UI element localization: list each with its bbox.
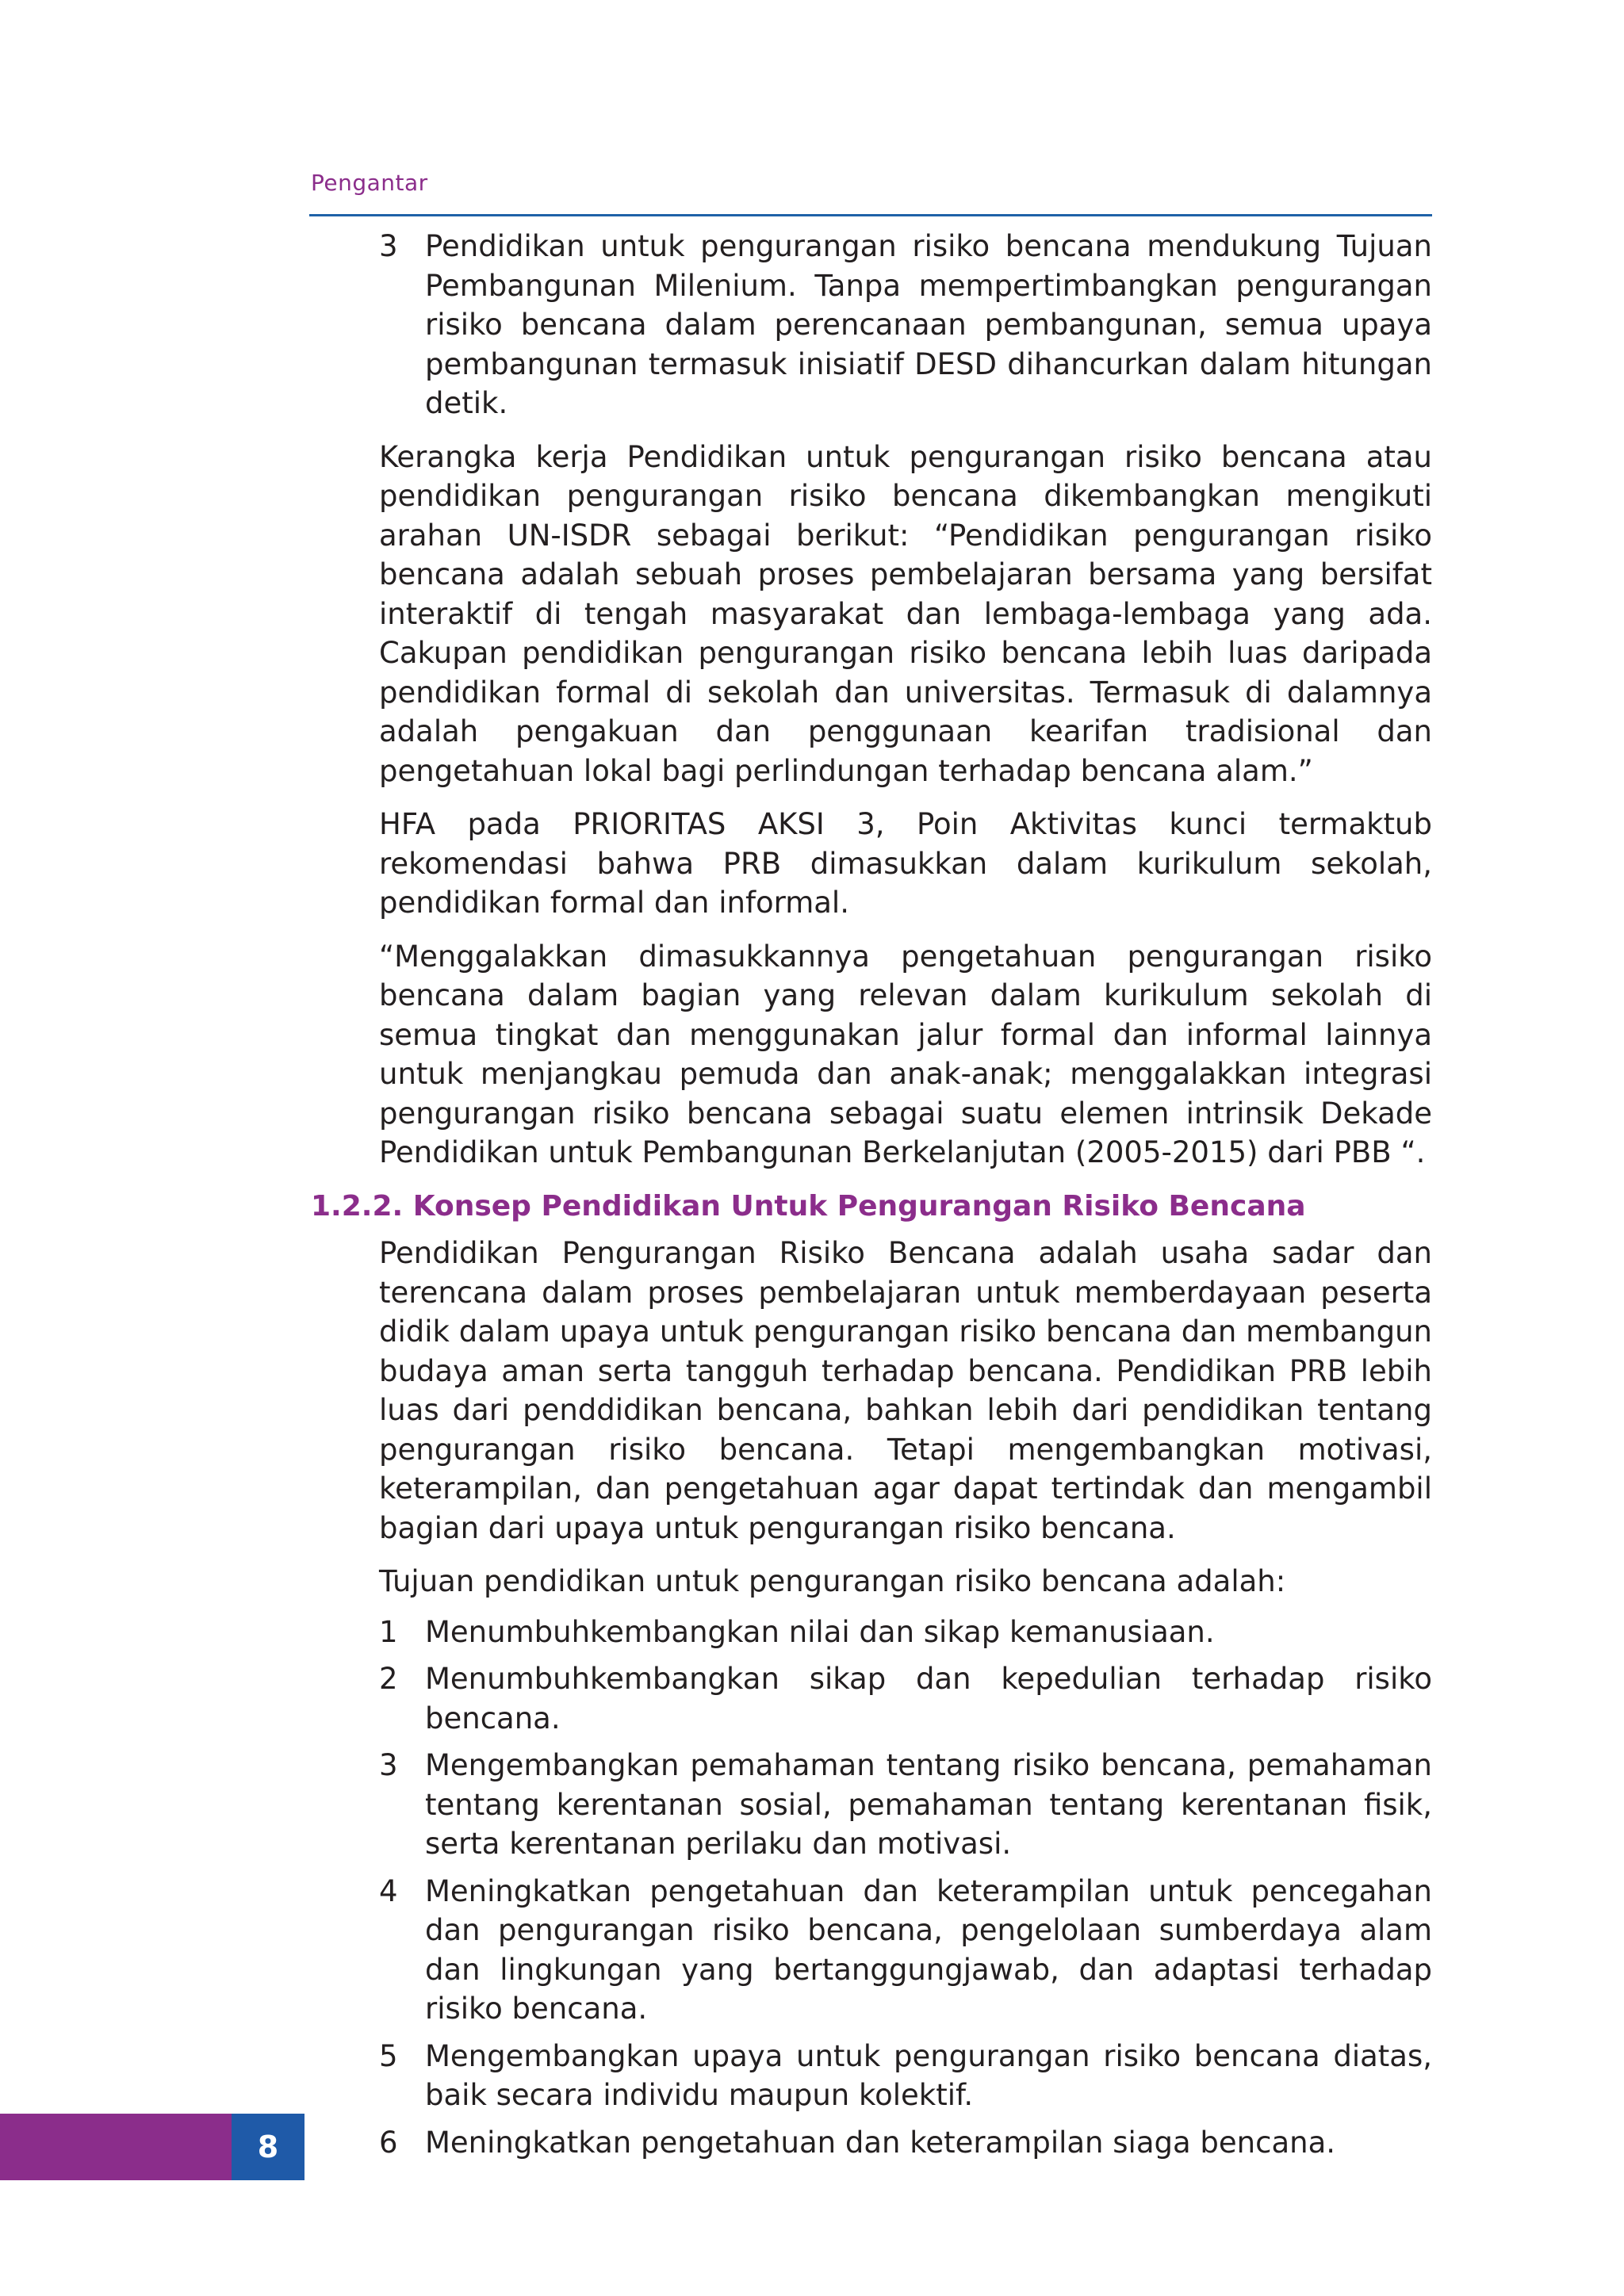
list-item: [379, 2037, 1432, 2115]
list-item: [379, 1746, 1432, 1864]
list-item-text: Meningkatkan pengetahuan dan keterampilan untuk pencegahan dan pengurangan risiko bencana, pengelolaan sumberdaya alam dan lingkungan yang bertanggungjawab, dan adaptasi terhadap risiko bencana.: [425, 1873, 1432, 2026]
list-item-number: 6: [379, 2125, 398, 2160]
footer-accent-bar: [0, 2114, 232, 2180]
list-item-text: Pendidikan untuk pengurangan risiko bencana mendukung Tujuan Pembangunan Milenium. Tanpa mempertimbangkan pengurangan risiko bencana dalam perencanaan pembangunan, semua upaya pembangunan termasuk inisiatif DESD dihancurkan dalam hitungan detik.: [425, 229, 1432, 420]
list-item-text: Menumbuhkembangkan nilai dan sikap kemanusiaan.: [425, 1614, 1215, 1649]
section-heading: 1.2.2. Konsep Pendidikan Untuk Pengurangan Risiko Bencana: [311, 1189, 1306, 1223]
list-item: [379, 227, 1432, 423]
list-item-number: 2: [379, 1662, 398, 1696]
section-paragraph: Pendidikan Pengurangan Risiko Bencana adalah usaha sadar dan terencana dalam proses pembelajaran untuk memberdayaan peserta didik dalam upaya untuk pengurangan risiko bencana dan membangun budaya aman serta tangguh terhadap bencana. Pendidikan PRB lebih luas dari penddidikan bencana, bahkan lebih dari pendidikan tentang pengurangan risiko bencana. Tetapi mengembangkan motivasi, keterampilan, dan pengetahuan agar dapat tertindak dan mengambil bagian dari upaya untuk pengurangan risiko bencana.: [379, 1236, 1432, 1545]
list-item-text: Mengembangkan pemahaman tentang risiko bencana, pemahaman tentang kerentanan sosial, pemahaman tentang kerentanan fisik, serta kerentanan perilaku dan motivasi.: [425, 1748, 1432, 1861]
list-intro: Tujuan pendidikan untuk pengurangan risiko bencana adalah:: [379, 1564, 1286, 1598]
list-item: [379, 1613, 1432, 1652]
header-rule: [309, 214, 1432, 216]
list-item-number: 5: [379, 2038, 398, 2073]
list-item-number: 3: [379, 229, 398, 263]
page-number: 8: [257, 2130, 279, 2164]
list-item-text: Menumbuhkembangkan sikap dan kepedulian terhadap risiko bencana.: [425, 1662, 1432, 1735]
list-item-text: Mengembangkan upaya untuk pengurangan risiko bencana diatas, baik secara individu maupun kolektif.: [425, 2038, 1432, 2112]
list-item-text: Meningkatkan pengetahuan dan keterampilan siaga bencana.: [425, 2125, 1336, 2160]
list-item: [379, 1872, 1432, 2029]
body-paragraph: HFA pada PRIORITAS AKSI 3, Poin Aktivitas kunci termaktub rekomendasi bahwa PRB dimasukkan dalam kurikulum sekolah, pendidikan formal dan informal.: [379, 807, 1432, 920]
body-paragraph: “Menggalakkan dimasukkannya pengetahuan pengurangan risiko bencana dalam bagian yang relevan dalam kurikulum sekolah di semua tingkat dan menggunakan jalur formal dan informal lainnya untuk menjangkau pemuda dan anak-anak; menggalakkan integrasi pengurangan risiko bencana sebagai suatu elemen intrinsik Dekade Pendidikan untuk Pembangunan Berkelanjutan (2005-2015) dari PBB “.: [379, 939, 1432, 1169]
list-item-number: 3: [379, 1748, 398, 1782]
list-item-number: 1: [379, 1614, 398, 1649]
running-header: Pengantar: [311, 170, 428, 196]
page-content: [311, 227, 1432, 2170]
body-paragraph: Kerangka kerja Pendidikan untuk pengurangan risiko bencana atau pendidikan pengurangan risiko bencana dikembangkan mengikuti arahan UN-ISDR sebagai berikut: “Pendidikan pengurangan risiko bencana adalah sebuah proses pembelajaran bersama yang bersifat interaktif di tengah masyarakat dan lembaga-lembaga yang ada. Cakupan pendidikan pengurangan risiko bencana lebih luas daripada pendidikan formal di sekolah dan universitas. Termasuk di dalamnya adalah pengakuan dan penggunaan kearifan tradisional dan pengetahuan lokal bagi perlindungan terhadap bencana alam.”: [379, 439, 1432, 788]
page-number-box: [232, 2114, 304, 2180]
list-item-number: 4: [379, 1873, 398, 1908]
list-item: [379, 1659, 1432, 1738]
list-item: [379, 2123, 1432, 2163]
